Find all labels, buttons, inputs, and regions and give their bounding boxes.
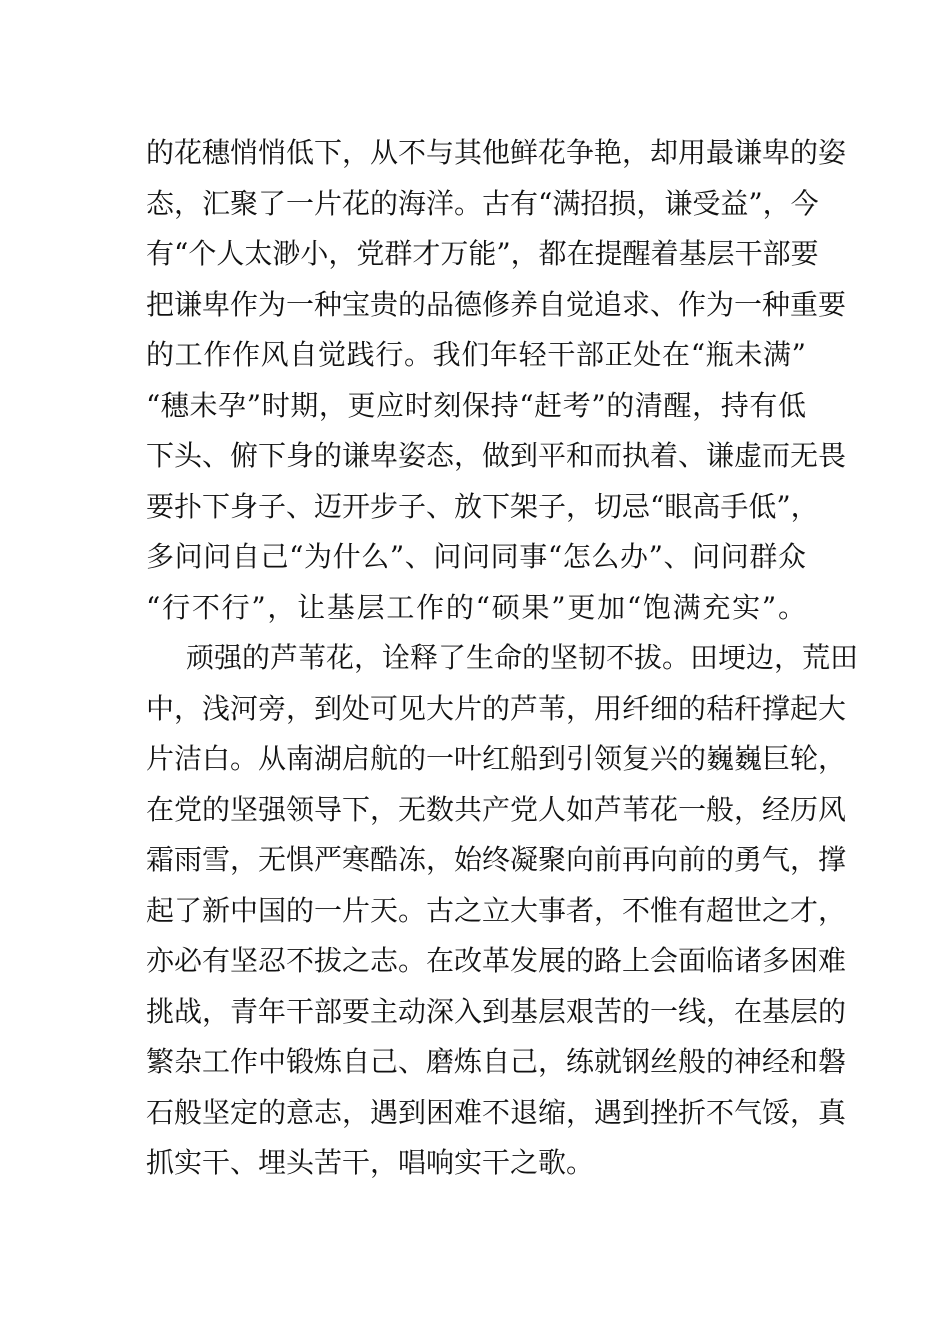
text-line: 繁杂工作中锻炼自己、磨炼自己，练就钢丝般的神经和磐 (146, 1045, 847, 1078)
text-line: 在党的坚强领导下，无数共产党人如芦苇花一般，经历风 (146, 792, 847, 826)
text-line: 挑战，青年干部要主动深入到基层艰苦的一线，在基层的 (146, 994, 847, 1028)
paragraph-start-line: 顽强的芦苇花，诠释了生命的坚韧不拔。田埂边，荒田 (186, 641, 859, 674)
text-line: 石般坚定的意志，遇到困难不退缩，遇到挫折不气馁，真 (146, 1095, 847, 1129)
text-line: 态，汇聚了一片花的海洋。古有“满招损，谦受益”，今 (146, 186, 819, 220)
text-line: 下头、俯下身的谦卑姿态，做到平和而执着、谦虚而无畏 (146, 439, 847, 472)
text-line: 起了新中国的一片天。古之立大事者，不惟有超世之才， (146, 893, 847, 927)
text-line: 亦必有坚忍不拔之志。在改革发展的路上会面临诸多困难 (146, 944, 847, 977)
text-line: 把谦卑作为一种宝贵的品德修养自觉追求、作为一种重要 (146, 287, 847, 321)
text-line: 霜雨雪，无惧严寒酷冻，始终凝聚向前再向前的勇气，撑 (146, 843, 847, 876)
text-line: 片洁白。从南湖启航的一叶红船到引领复兴的巍巍巨轮， (146, 742, 847, 775)
text-line: 的工作作风自觉践行。我们年轻干部正处在“瓶未满” (146, 338, 806, 371)
text-line: 有“个人太渺小，党群才万能”，都在提醒着基层干部要 (146, 237, 819, 270)
text-line: “行不行”，让基层工作的“硕果”更加“饱满充实”。 (146, 590, 806, 624)
text-line: 要扑下身子、迈开步子、放下架子，切忌“眼高手低”， (146, 489, 819, 523)
text-line: “穗未孕”时期，更应时刻保持“赶考”的清醒，持有低 (146, 388, 806, 422)
paragraph-end-line: 抓实干、埋头苦干，唱响实干之歌。 (146, 1146, 595, 1179)
text-line: 的花穗悄悄低下，从不与其他鲜花争艳，却用最谦卑的姿 (146, 136, 847, 169)
text-line: 中，浅河旁，到处可见大片的芦苇，用纤细的秸秆撑起大 (146, 691, 847, 725)
body-text (146, 128, 859, 1189)
text-line: 多问问自己“为什么”、问问同事“怎么办”、问问群众 (146, 540, 806, 573)
